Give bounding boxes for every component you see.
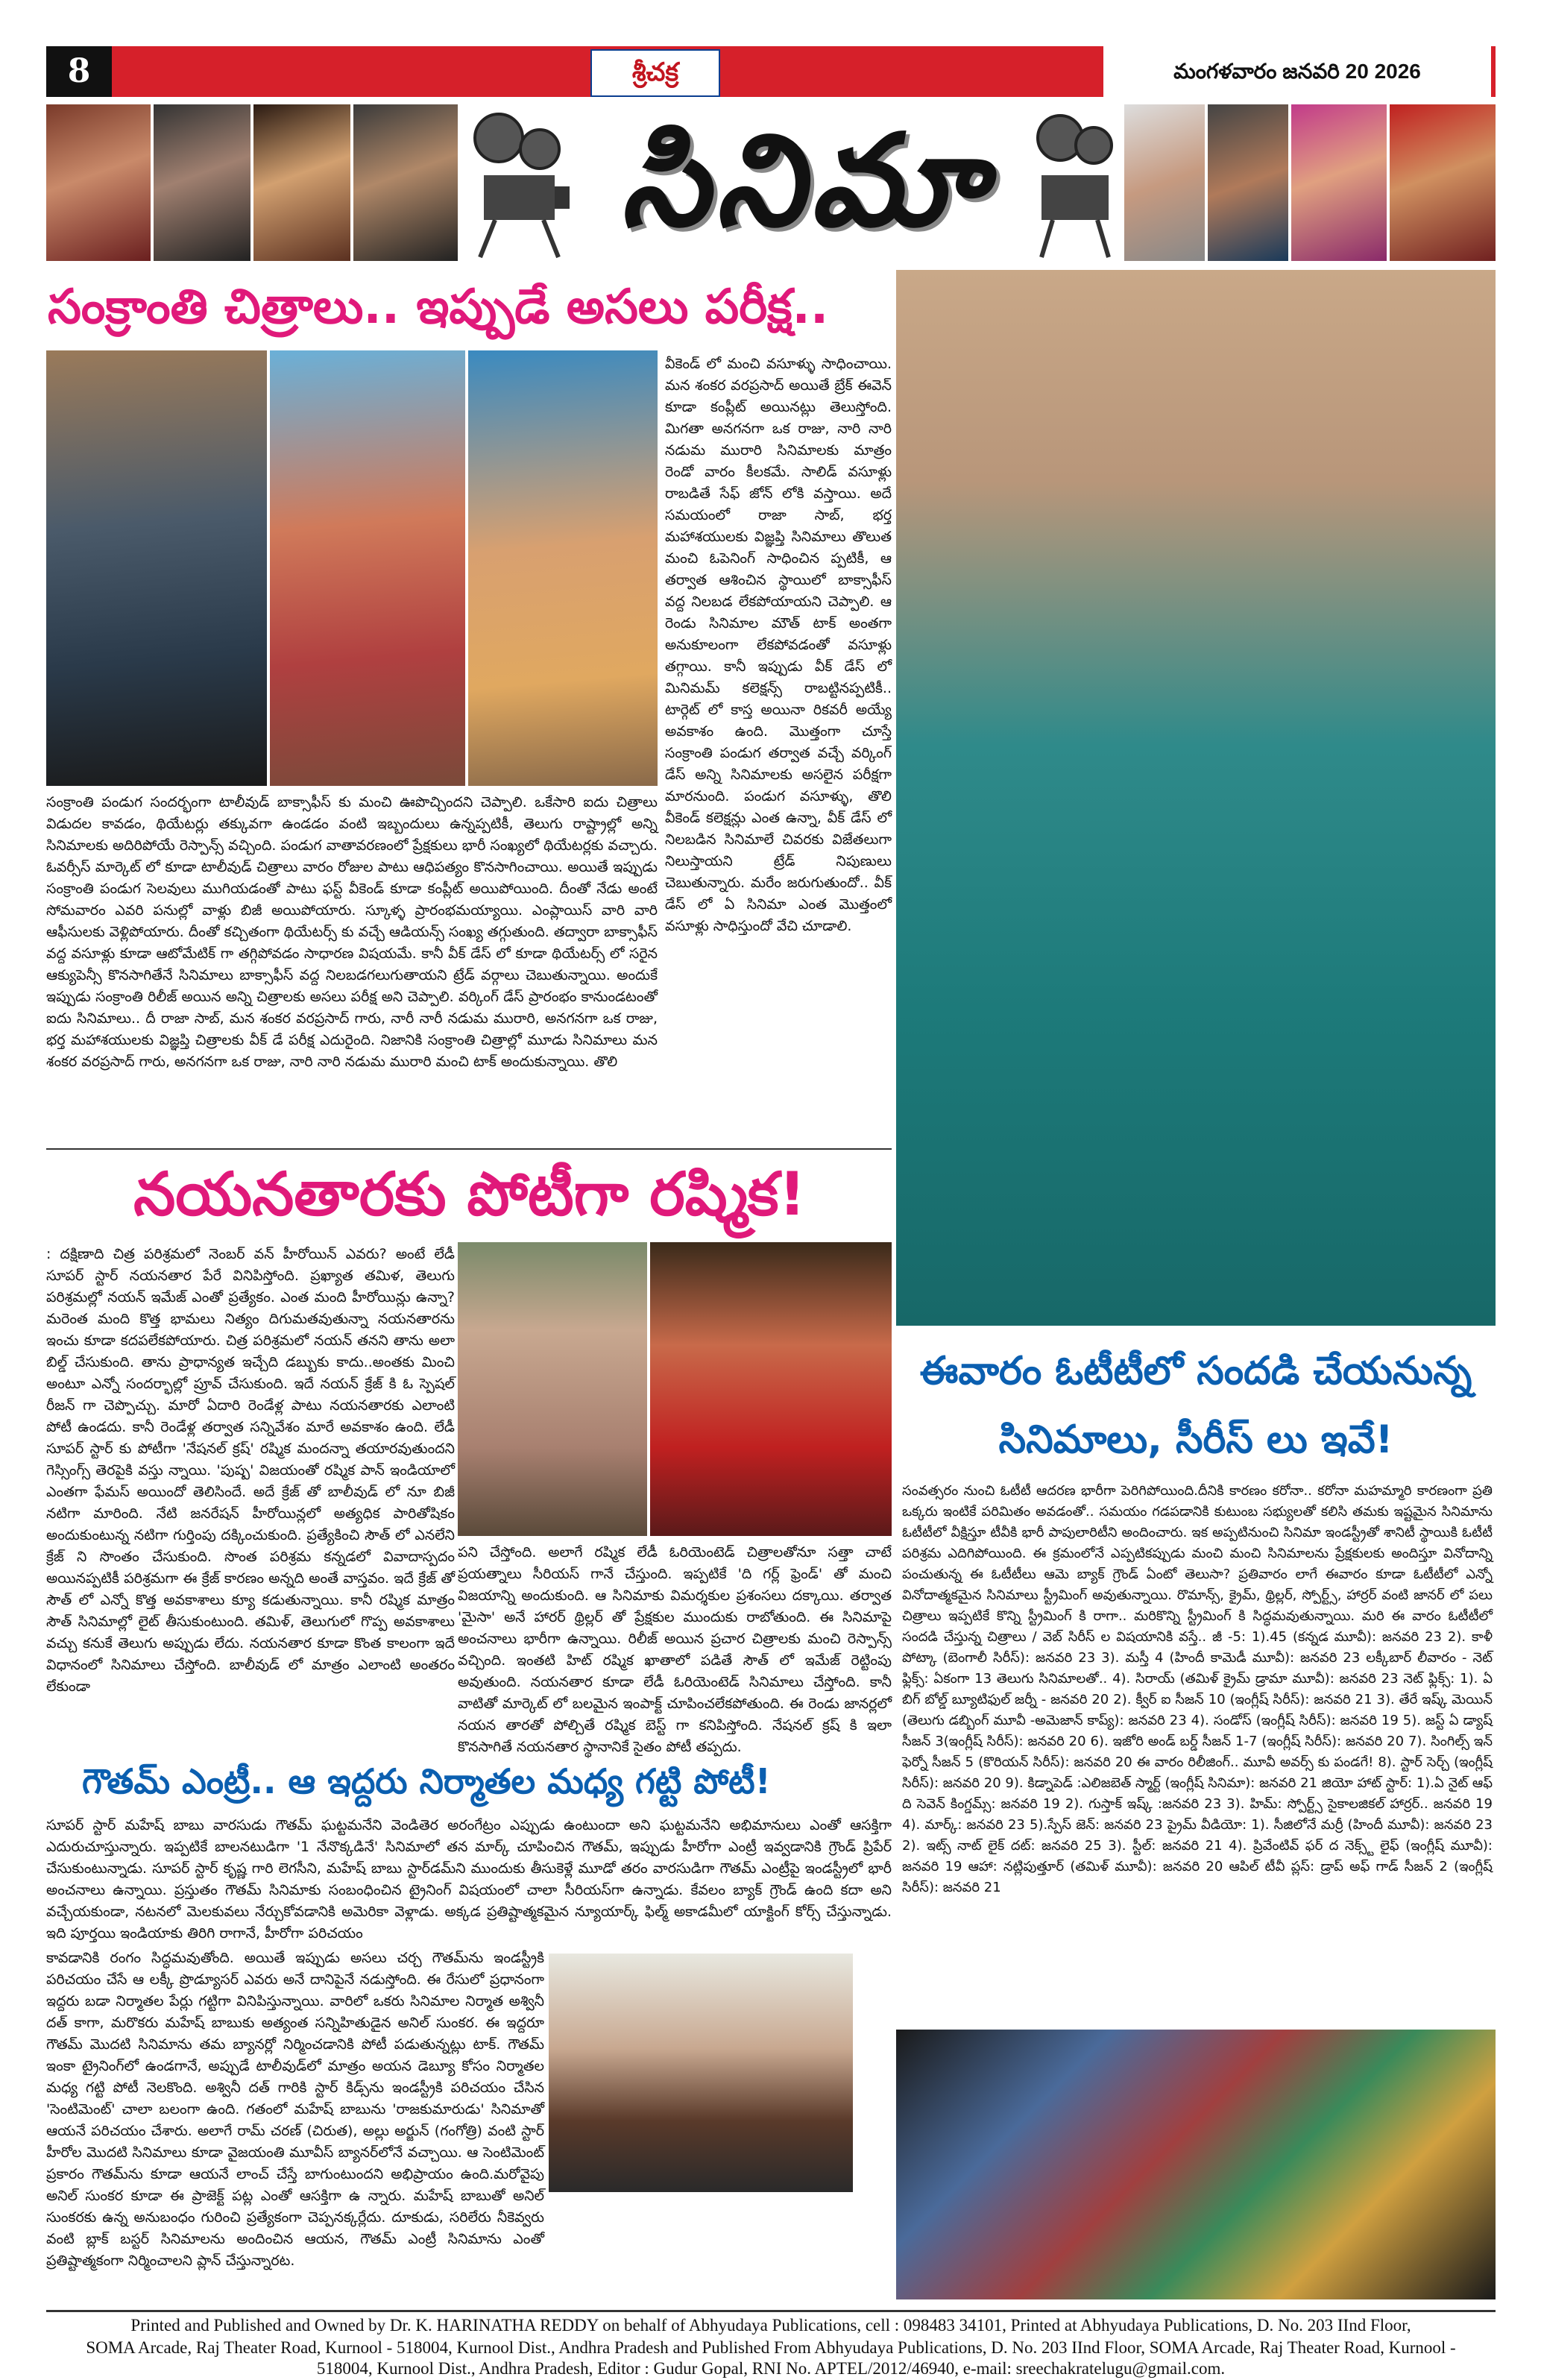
celebrity-thumbnail bbox=[353, 104, 458, 261]
article2-right-column: పని చేస్తోంది. అలాగే రష్మిక లేడీ ఓరియెంటెడ్ చిత్రాలతోనూ సత్తా చాటే ప్రయత్నాలు సీరియస్ గానే చేస్తుంది. ఇప్పటికే 'ది గర్ల్ ఫ్రెండ్' తో మంచి విజయాన్ని అందుకుంది. ఆ సినిమాకు విమర్శకుల ప్రశంసలు దక్కాయి. తర్వాత 'మైసా' అనే హారర్ థ్రిల్లర్ తో ప్రేక్షకుల ముందుకు రాబోతుంది. ఈ సినిమాపై అంచనాలు భారీగా ఉన్నాయి. రిలీజ్ అయిన ప్రచార చిత్రాలకు మంచి రెస్పాన్స్ వచ్చింది. ఇంతటి హిట్ రష్మిక ఖాతాలో పడితే సౌత్ లో ఇమేజ్ రెట్టింపు అవుతుంది. నయనతార కూడా లేడీ ఓరియెంటెడ్ సినిమాలు చేస్తోంది. కానీ వాటితో మార్కెట్ లో బలమైన ఇంపాక్ట్ చూపించలేకపోతుంది. ఈ రెండు జానర్లలో నయన తారతో పోల్చితే రష్మిక బెస్ట్ గా కనిపిస్తోంది. నేషనల్ క్రష్ కి ఇలా కొనసాగితే నయనతార స్థానానికే సైతం పోటీ తప్పదు. bbox=[458, 1544, 892, 1755]
celebrity-thumbnail bbox=[253, 104, 350, 261]
article2-left-column: : దక్షిణాది చిత్ర పరిశ్రమలో నెంబర్ వన్ హీరోయిన్ ఎవరు? అంటే లేడీ సూపర్ స్టార్ నయనతార పేరే వినిపిస్తోంది. ప్రఖ్యాత తమిళ, తెలుగు పరిశ్రమల్లో నయన్ ఇమేజ్ ఎంతో ప్రత్యేకం. ఎంత మంది హీరోయిన్లు ఉన్నా? మరెంత మంది కొత్త భామలు నిత్యం దిగుమతవుతున్నా నయనతారను ఇంచు కూడా కదపలేకపోయారు. చిత్ర పరిశ్రమలో నయన్ తనని తాను అలా బిల్డ్ చేసుకుంది. తాను ప్రాధాన్యత ఇచ్చేది డబ్బుకు కాదు..అంతకు మించి అంటూ ఎన్నో సందర్భాల్లో ప్రూవ్ చేసుకుంది. ఇదే నయన్ క్రేజ్ కి ఓ స్పెషల్ రీజన్ గా చెప్పొచ్చు. మారో ఏదారి రెండేళ్ల పాటు నయనతారకు ఎలాంటి పోటీ ఉండదు. కానీ రెండేళ్ల తర్వాత సన్నివేశం మారే అవకాశం ఉంది. లేడీ సూపర్ స్టార్ కు పోటీగా 'నేషనల్ క్రష్' రష్మిక మందన్నా తయారవుతుందని గెస్సింగ్స్ తెరపైకి వస్తు న్నాయి. 'పుష్ప' విజయంతో రష్మిక పాన్ ఇండియాలో ఎంతగా ఫేమస్ అయిందో తెలిసిందే. అదే క్రేజ్ తో బాలీవుడ్ లో నూ బిజీ నటిగా మారింది. నేటి జనరేషన్ హీరోయిన్లలో అత్యధిక పారితోషికం అందుకుంటున్న నటిగా గుర్తింపు దక్కించుకుంది. ప్రత్యేకించి సౌత్ లో ఎనలేని క్రేజ్ ని సొంతం చేసుకుంది. సొంత పరిశ్రమ కన్నడలో వివాదాస్పదం అయినప్పటికీ పరిశ్రమగా ఈ క్రేజ్ కారణం అన్నది అంతే వాస్తవం. ఇదే క్రేజ్ తో సౌత్ లో ఎన్నో కొత్త అవకాశాలు క్యూ కడుతున్నాయి. కానీ రష్మిక మాత్రం సౌత్ సినిమాల్లో లైట్ తీసుకుంటుంది. తమిళ్, తెలుగులో గొప్ప అవకాశాలు వచ్చు కనుకే తెలుగు అప్పుడు లేదు. నయనతార కూడా కొంత కాలంగా ఇదే విధానంలో సినిమాలు చేస్తోంది. బాలీవుడ్ లో మాత్రం ఎలాంటి అంతరం లేకుండా bbox=[46, 1246, 455, 1695]
article4-body: సంవత్సరం నుంచి ఓటీటీ ఆదరణ భారీగా పెరిగిపోయింది.దీనికి కారణం కరోనా.. కరోనా మహమ్మారి కారణంగా ప్రతి ఒక్కరు ఇంటికే పరిమితం అవడంతో.. సమయం గడపడానికి కుటుంబ సభ్యులతో కలిసి తమకు ఇష్టమైన సినిమాను ఓటీటీలో వీక్షిస్తూ టీవీకి భారీ పాపులారిటీని అందించారు. ఇక అప్పటినుంచి సినిమా ఇండస్ట్రీతో శానిటీ స్థాయికి ఓటీటీ పరిశ్రమ ఎదిగిపోయింది. ఈ క్రమంలోనే ఎప్పటికప్పుడు మంచి మంచి సినిమాలను ప్రేక్షకులకు అందిస్తూ వినోదాన్ని పంచుతున్న ఈ ఓటీటీలు ఆమె బ్యాక్ గ్రౌండ్ ఏంటో తెలుసా? ప్రతివారం లాగే ఈవారం కూడా ఓటీటీలో ఎన్నో వినోదాత్మకమైన సినిమాలు స్ట్రీమింగ్ అవుతున్నాయి. రొమాన్స్, క్రైమ్, థ్రిల్లర్, స్పోర్ట్స్, హార్రర్ వంటి జానర్ లో పలు చిత్రాలు ఇప్పటికే కొన్ని స్ట్రీమింగ్ కి రాగా.. మరికొన్ని స్ట్రీమింగ్ కి సిద్ధమవుతున్నాయి. మరి ఈ వారం ఓటీటీలో సందడి చేస్తున్న చిత్రాలు / వెబ్ సిరీస్ ల విషయానికి వస్తే.. జీ -5: 1).45 (కన్నడ మూవీ): జనవరి 23 2). కాళీ పోట్కా (బెంగాలీ సిరీస్): జనవరి 23 3). మస్తీ 4 (హిందీ కామెడీ మూవీ): జనవరి 23 లక్కీబార్ లీవారం - నెట్ ఫ్లిక్స్: ఏకంగా 13 తెలుగు సినిమాలతో.. 4). సిరాయ్ (తమిళ్ క్రైమ్ డ్రామా మూవీ): జనవరి 23 నెట్ ఫ్లిక్స్: 1). ఏ బిగ్ బోల్డ్ బ్యూటిఫుల్ జర్నీ - జనవరి 20 2). క్వీర్ ఐ సీజన్ 10 (ఇంగ్లీష్ సిరీస్): జనవరి 21 3). తేరే ఇష్క్ మెయిన్ (తెలుగు డబ్బింగ్ మూవీ -అమెజాన్ కాప్య్): జనవరి 23 4). సండోస్ (ఇంగ్లీష్ సిరీస్): జనవరి 19 5). జస్ట్ ఏ డ్యాష్ సీజన్ 3(ఇంగ్లీష్ సిరీస్): జనవరి 20 6). ఇజోరి అండ్ బర్డ్ సీజన్ 1-7 (ఇంగ్లీష్ సిరీస్): జనవరి 20 7). సింగిల్స్ ఇన్ ఫెర్నో సీజన్ 5 (కొరియన్ సిరీస్): జనవరి 20 ఈ వారం రిలీజింగ్.. మూవీ అవర్స్ కు పండగే! 8). స్టార్ సెర్చ్ (ఇంగ్లీష్ సిరీస్): జనవరి 20 9). కిడ్నాపెడ్ :ఎలిజబెత్ స్మార్ట్ (ఇంగ్లీష్ సినిమా): జనవరి 21 జియో హాట్ స్టార్: 1).ఏ నైట్ ఆఫ్ ది సెవెన్ కింగ్డమ్స్: జనవరి 19 2). గుస్తాక్ ఇష్క్ :జనవరి 23 3). హిమ్: స్పోర్ట్స్ సైకాలజికల్ హార్రర్.. జనవరి 19 4). మార్క్: జనవరి 23 5).స్పేస్ జెన్: జనవరి 23 ప్రైమ్ వీడియో: 1). సీజిలోనే మర్రీ (హిందీ మూవీ): జనవరి 23 2). ఇట్స్ నాట్ లైక్ దట్: జనవరి 25 3). స్టీల్: జనవరి 21 4). ప్రివేంటివ్ ఫర్ ద నెక్స్ట్ లైఫ్ (ఇంగ్లీష్ మూవీ): జనవరి 19 ఆహా: నట్లిపుత్తూర్ (తమిళ్ మూవీ): జనవరి 20 ఆపిల్ టీవీ ప్లస్: డ్రాప్ అఫ్ గాడ్ సీజన్ 2 (ఇంగ్లీష్ సిరీస్): జనవరి 21 bbox=[902, 1483, 1493, 1895]
imprint-line-1: Printed and Published and Owned by Dr. K. HARINATHA REDDY on behalf of Abhyudaya Publications, cell : 098483 34101, Printed at Abhyudaya Publications, D. No. 203 IInd Floor, bbox=[130, 2316, 1411, 2335]
section-title: సినిమా bbox=[620, 107, 991, 255]
article-photo-gautham bbox=[549, 1954, 853, 2192]
article-photo-naveen bbox=[270, 350, 465, 786]
celebrity-thumbnail bbox=[46, 104, 151, 261]
article3-continuation bbox=[46, 2229, 892, 2319]
celebrity-thumbnail bbox=[1208, 104, 1288, 261]
article-headline-rashmika: నయనతారకు పోటీగా రష్మిక! bbox=[133, 1159, 806, 1229]
ott-screens-photo bbox=[896, 2030, 1496, 2299]
article-photo-sharwanand bbox=[468, 350, 658, 786]
imprint-line-2: SOMA Arcade, Raj Theater Road, Kurnool - 518004, Kurnool Dist., Andhra Pradesh and Published From Abhyudaya Publications, D. No. 203 IInd Floor, SOMA Arcade, Raj Theater Road, Kurnool - bbox=[86, 2338, 1456, 2357]
divider bbox=[46, 1148, 892, 1150]
article-photo-nayanthara bbox=[650, 1242, 892, 1536]
celebrity-thumbnail bbox=[1124, 104, 1205, 261]
celebrity-thumbnail bbox=[154, 104, 250, 261]
article-photo-chiranjeevi bbox=[46, 350, 267, 786]
issue-date: మంగళవారం జనవరి 20 2026 bbox=[1103, 46, 1491, 97]
article-headline-gautham: గౌతమ్ ఎంట్రీ.. ఆ ఇద్దరు నిర్మాతల మధ్య గట్టి పోటీ! bbox=[82, 1761, 771, 1801]
imprint-line-3: 518004, Kurnool Dist., Andhra Pradesh, Editor : Gudur Gopal, RNI No. APTEL/2012/46940, e-mail: sreechakratelugu@gmail.com. bbox=[316, 2359, 1226, 2378]
article1-body: సంక్రాంతి పండుగ సందర్భంగా టాలీవుడ్ బాక్సాఫీస్ కు మంచి ఊపొచ్చిందని చెప్పాలి. ఒకేసారి ఐదు చిత్రాలు విడుదల కావడం, థియేటర్లు తక్కువగా ఉండడం వంటి ఇబ్బందులు ఉన్నప్పటికీ, తెలుగు రాష్ట్రాల్లో అన్ని సినిమాలకు అదిరిపోయే రెస్పాన్స్ వచ్చింది. పండుగ వాతావరణంలో ప్రేక్షకులు భారీ సంఖ్యలో థియేటర్లకు వచ్చారు. ఓవర్సీస్ మార్కెట్ లో కూడా టాలీవుడ్ చిత్రాలు వారం రోజుల పాటు ఆధిపత్యం కొనసాగించాయి. అయితే ఇప్పుడు సంక్రాంతి పండుగ సెలవులు ముగియడంతో పాటు ఫస్ట్ వీకెండ్ కూడా కంప్లీట్ అయిపోయింది. దీంతో నేడు అంటే సోమవారం ఎవరి పనుల్లో వాళ్లు బిజీ అయిపోయారు. స్కూళ్ళ ప్రారంభమయ్యాయి. ఎంప్లాయిస్ వారి వారి ఆఫీసులకు వెళ్లిపోయారు. దీంతో కచ్చితంగా థియేటర్స్ కు వచ్చే ఆడియన్స్ సంఖ్య తగ్గుతుంది. తద్వారా బాక్సాఫీస్ వద్ద వసూళ్లు కూడా ఆటోమేటిక్ గా తగ్గిపోవడం సాధారణ విషయమే. కానీ వీక్ డేస్ లో కూడా థియేటర్స్ లో సరైన ఆక్యుపెన్సీ కొనసాగితేనే సినిమాలు బాక్సాఫీస్ వద్ద నిలబడగలుగుతాయని ట్రేడ్ వర్గాలు చెబుతున్నాయి. అందుకే ఇప్పుడు సంక్రాంతి రిలీజ్ అయిన అన్ని చిత్రాలకు అసలు పరీక్ష అని చెప్పాలి. వర్కింగ్ డేస్ ప్రారంభం కానుండటంతో ఐదు సినిమాలు.. దీ రాజా సాబ్, మన శంకర వరప్రసాద్ గారు, నారీ నారీ నడుమ మురారి, అనగనగా ఒక రాజు, భర్త మహాశయులకు విజ్ఞప్తి చిత్రాలకు వీక్ డే పరీక్ష ఎదురైంది. నిజానికి సంక్రాంతి చిత్రాల్లో మూడు సినిమాలు మన శంకర వరప్రసాద్ గారు, అనగనగా ఒక రాజు, నారి నారి నడుమ మురారి మంచి టాక్ అందుకున్నాయి. తొలి bbox=[46, 794, 658, 1070]
featured-actress-photo bbox=[896, 270, 1496, 1326]
article-photo-rashmika bbox=[458, 1242, 647, 1536]
article-headline-sankranti: సంక్రాంతి చిత్రాలు.. ఇప్పుడే అసలు పరీక్ష.. bbox=[48, 280, 829, 335]
newspaper-logo: శ్రీచక్ర bbox=[590, 49, 720, 97]
celebrity-thumbnail bbox=[1291, 104, 1387, 261]
celebrity-thumbnail bbox=[1390, 104, 1496, 261]
article1-right-column: వీకెండ్ లో మంచి వసూళ్ళు సాధించాయి. మన శంకర వరప్రసాద్ అయితే బ్రేక్ ఈవెన్ కూడా కంప్లీట్ అయినట్లు తెలుస్తోంది. మిగతా అనగనగా ఒక రాజు, నారి నారి నడుమ మురారి సినిమాలకు మాత్రం రెండో వారం కీలకమే. సాలిడ్ వసూళ్లు రాబడితే సేఫ్ జోన్ లోకి వస్తాయి. అదే సమయంలో రాజా సాబ్, భర్త మహాశయులకు విజ్ఞప్తి సినిమాలు తొలుత మంచి ఓపెనింగ్ సాధించిన ప్పటికీ, ఆ తర్వాత ఆశించిన స్థాయిలో బాక్సాఫీస్ వద్ద నిలబడ లేకపోయాయని చెప్పాలి. ఆ రెండు సినిమాల మౌత్ టాక్ అంతగా అనుకూలంగా లేకపోవడంతో వసూళ్లు తగ్గాయి. కానీ ఇప్పుడు వీక్ డేస్ లో మినిమమ్ కలెక్షన్స్ రాబట్టినప్పటికీ.. టార్గెట్ లో కాస్త అయినా రికవరీ అయ్యే అవకాశం ఉంది. మొత్తంగా చూస్తే సంక్రాంతి పండుగ తర్వాత వచ్చే వర్కింగ్ డేస్ అన్ని సినిమాలకు అసలైన పరీక్షగా మారనుంది. పండుగ వసూళ్ళు, తొలి వీకెండ్ కలెక్షన్లు ఎంత ఉన్నా, వీక్ డేస్ లో నిలబడిన సినిమాలే చివరకు విజేతలుగా నిలుస్తాయని ట్రేడ్ నిపుణులు చెబుతున్నారు. మరేం జరుగుతుందో.. వీక్ డేస్ లో ఏ సినిమా ఎంత మొత్తంలో వసూళ్లు సాధిస్తుందో వేచి చూడాలి. bbox=[665, 356, 892, 934]
footer-divider bbox=[46, 2310, 1496, 2312]
article-headline-ott-line1: ఈవారం ఓటీటీలో సందడి చేయనున్న bbox=[919, 1349, 1472, 1394]
article3-intro: సూపర్ స్టార్ మహేష్ బాబు వారసుడు గౌతమ్ ఘట్టమనేని వెండితెర అరంగేట్రం ఎప్పుడు ఉంటుందా అని ఘట్టమనేని అభిమానులు ఎంతో ఆసక్తిగా ఎదురుచూస్తున్నారు. ఇప్పటికే బాలనటుడిగా '1 నేనొక్కడినే' సినిమాలో తన మార్క్ చూపించిన గౌతమ్, ఇప్పుడు హీరోగా ఎంట్రీ ఇవ్వడానికి గ్రౌండ్ ప్రిపేర్ చేసుకుంటున్నాడు. సూపర్ స్టార్ కృష్ణ గారి లెగసీని, మహేష్ బాబు స్టార్‌డమ్‌ని ముందుకు తీసుకెళ్లే మూడో తరం వారసుడిగా గౌతమ్ ఎంట్రీపై ఇండస్ట్రీలో భారీ అంచనాలు ఉన్నాయి. ప్రస్తుతం గౌతమ్ సినిమాకు సంబంధించిన ట్రైనింగ్ విషయంలో చాలా సీరియస్‌గా ఉన్నాడు. కేవలం బ్యాక్ గ్రౌండ్ ఉంది కదా అని వచ్చేయకుండా, నటనలో మెలకువలు నేర్చుకోవడానికి అమెరికా వెళ్లాడు. అక్కడ ప్రతిష్టాత్మకమైన న్యూయార్క్ ఫిల్మ్ అకాడమీలో యాక్టింగ్ కోర్స్ చేస్తున్నాడు. ఇది పూర్తయి ఇండియాకు తిరిగి రాగానే, హీరోగా పరిచయం bbox=[46, 1817, 892, 1942]
article-headline-ott-line2: సినిమాలు, సీరీస్ లు ఇవే! bbox=[998, 1417, 1393, 1462]
article3-left-column: కావడానికి రంగం సిద్ధమవుతోంది. అయితే ఇప్పుడు అసలు చర్చ గౌతమ్‌ను ఇండస్ట్రీకి పరిచయం చేసే ఆ లక్కీ ప్రొడ్యూసర్ ఎవరు అనే దానిపైనే నడుస్తోంది. ఈ రేసులో ప్రధానంగా ఇద్దరు బడా నిర్మాతల పేర్లు గట్టిగా వినిపిస్తున్నాయి. వారిలో ఒకరు సినిమాల నిర్మాత అశ్వినీ దత్ కాగా, మరొకరు మహేష్ బాబుకు అత్యంత సన్నిహితుడైన అనిల్ సుంకర. ఈ ఇద్దరూ గౌతమ్ మొదటి సినిమాను తమ బ్యానర్లో నిర్మించడానికి పోటీ పడుతున్నట్లు టాక్. గౌతమ్ ఇంకా ట్రైనింగ్‌లో ఉండగానే, అప్పుడే టాలీవుడ్‌లో మాత్రం అయన డెబ్యూ కోసం నిర్మాతల మధ్య గట్టి పోటీ నెలకొంది. అశ్వినీ దత్ గారికి స్టార్ కిడ్స్‌ను ఇండస్ట్రీకి పరిచయం చేసిన 'సెంటిమెంట్' చాలా బలంగా ఉంది. గతంలో మహేష్ బాబును 'రాజకుమారుడు' సినిమాతో ఆయనే పరిచయం చేశారు. అలాగే రామ్ చరణ్ (చిరుత), అల్లు అర్జున్ (గంగోత్రి) వంటి స్టార్ హీరోల మొదటి సినిమాలు కూడా వైజయంతి మూవీస్ బ్యానర్‌లోనే వచ్చాయి. ఆ సెంటిమెంట్ ప్రకారం గౌతమ్‌ను కూడా ఆయనే లాంచ్ చేస్తే బాగుంటుందని అభిప్రాయం ఉంది.మరోవైపు అనిల్ సుంకర కూడా ఈ ప్రాజెక్ట్ పట్ల ఎంతో ఆసక్తిగా ఉ న్నారు. మహేష్ బాబుతో అనిల్ సుంకరకు ఉన్న అనుబంధం గురించి ప్రత్యేకంగా చెప్పనక్కర్లేదు. దూకుడు, సరిలేరు నీకెవ్వరు వంటి బ్లాక్ బస్టర్ సినిమాలను అందించిన ఆయన, గౌతమ్ ఎంట్రీ సినిమాను ఎంతో ప్రతిష్టాత్మకంగా నిర్మించాలని ప్లాన్ చేస్తున్నారట. bbox=[46, 1950, 544, 2269]
page-number: 8 bbox=[46, 46, 112, 97]
